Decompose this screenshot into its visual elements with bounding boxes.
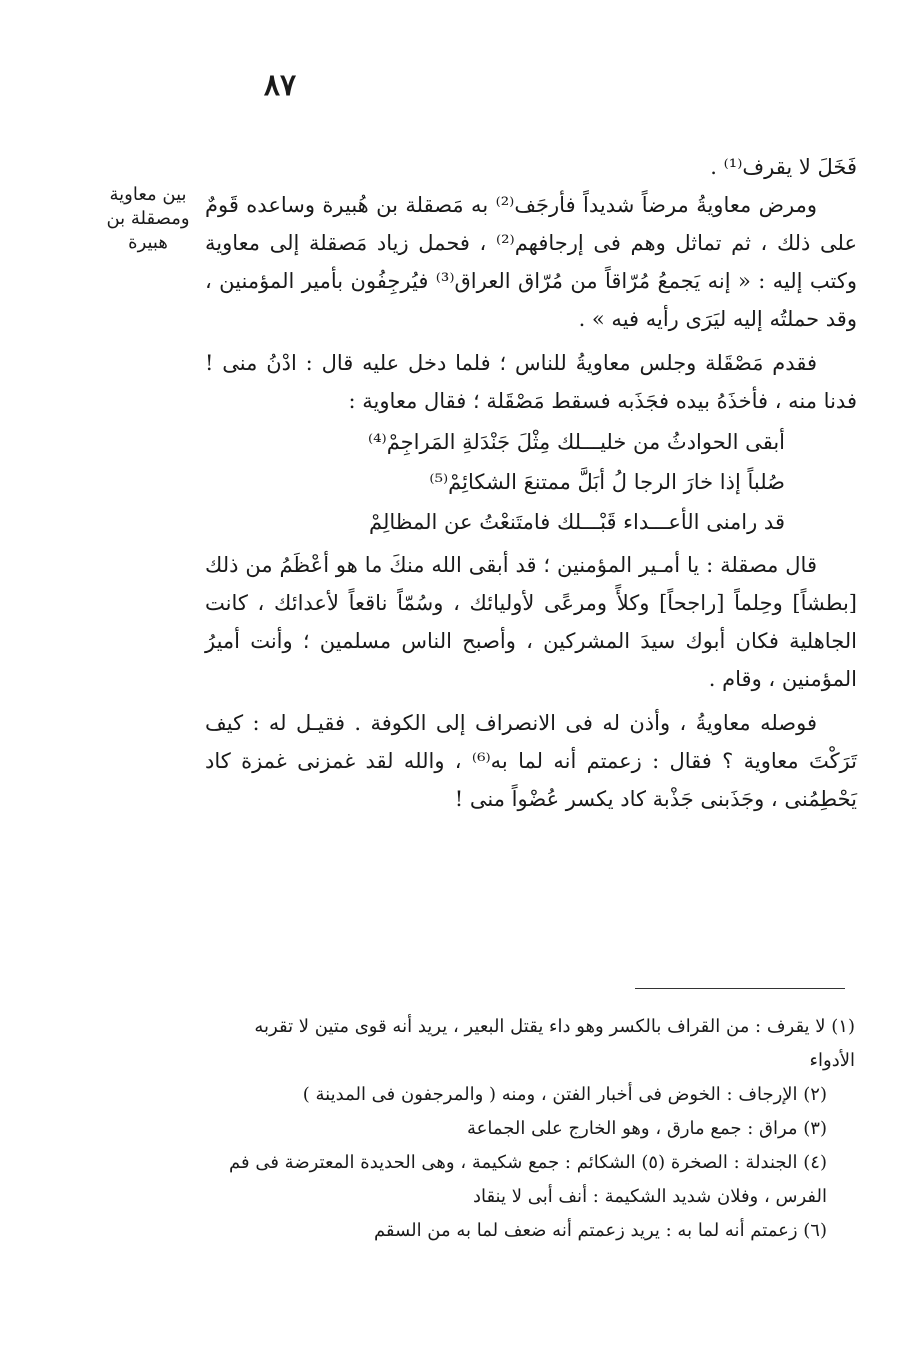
paragraph-departure: فوصله معاويةُ ، وأذن له فى الانصراف إلى الكوفة . فقيـل له : كيف تَرَكْتَ معاوية ؟ فقال : زعمتم أنه لما به⁽⁶⁾ ، والله لقد غمزنى غمزة كاد يَحْطِمُنى ، وجَذَبنى جَذْبة كاد يكسر عُضْواً منى ! [205, 711, 857, 811]
poem-verse: أبقى الحوادثُ من خليـــلك مِثْلَ جَنْدَلةِ المَراجِمْ⁽⁴⁾ [367, 430, 785, 454]
footnotes [205, 1010, 855, 1248]
footnote: (٢) الإرجاف : الخوض فى أخبار الفتن ، ومنه ( والمرجفون فى المدينة ) [302, 1084, 827, 1105]
footnote: (٤) الجندلة : الصخرة (٥) الشكائم : جمع شكيمة ، وهى الحديدة المعترضة فى فم الفرس ، وفلان شديد الشكيمة : أنف أبى لا ينقاد [229, 1152, 827, 1207]
poem [205, 422, 857, 542]
poem-verse: صُلباً إذا خارَ الرجا لُ أبَلَّ ممتنعَ الشكائِمْ⁽⁵⁾ [429, 470, 785, 494]
paragraph-reply: قال مصقلة : يا أمـير المؤمنين ؛ قد أبقى الله منكَ ما هو أعْظَمُ من ذلك [بطشاً] وحِلماً [راجحاً] وكلأً ومرعًى لأوليائك ، وسُمّاً ناقعاً لأعدائك ، كانت الجاهلية فكان أبوك سيدَ المشركين ، وأصبح الناس مسلمين ؛ وأنت أميرُ المؤمنين ، وقام . [205, 553, 857, 691]
paragraph-arrival: فقدم مَصْقَلة وجلس معاويةُ للناس ؛ فلما دخل عليه قال : ادْنُ منى ! فدنا منه ، فأخذَهُ بيده فجَذَبه فسقط مَصْقَلة ؛ فقال معاوية : [205, 351, 857, 413]
footnote: (٣) مراق : جمع مارق ، وهو الخارج على الجماعة [466, 1118, 827, 1139]
footnote: (٦) زعمتم أنه لما به : يريد زعمتم أنه ضعف لما به من السقم [373, 1220, 827, 1241]
footnote: (١) لا يقرف : من القراف بالكسر وهو داء يقتل البعير ، يريد أنه قوى متين لا تقربه الأدواء [254, 1016, 855, 1071]
footnote-divider [635, 988, 845, 989]
margin-note-line: هبيرة [128, 232, 168, 253]
paragraph-illness: ومرض معاويةُ مرضاً شديداً فأرجَف⁽²⁾ به مَصقلة بن هُبيرة وساعده قَومٌ على ذلك ، ثم تماثل وهم فى إرجافهم⁽²⁾ ، فحمل زياد مَصقلة إلى معاوية وكتب إليه : « إنه يَجمعُ مُرّاقاً من مُرّاق العراق⁽³⁾ فيُرجِفُون بأمير المؤمنين ، وقد حملتُه إليه ليَرَى رأيه فيه » . [205, 193, 857, 331]
main-text [205, 148, 857, 818]
margin-note-line: بين معاوية [109, 184, 187, 205]
opening-line: فَخَلَ لا يقرف⁽¹⁾ . [710, 155, 857, 179]
poem-verse: قد رامنى الأعـــداء قَبْـــلك فامتَنعْتُ عن المظالِمْ [368, 510, 785, 534]
page-number: ٨٧ [263, 68, 297, 103]
margin-note [100, 183, 196, 255]
margin-note-line: ومصقلة بن [106, 208, 190, 229]
